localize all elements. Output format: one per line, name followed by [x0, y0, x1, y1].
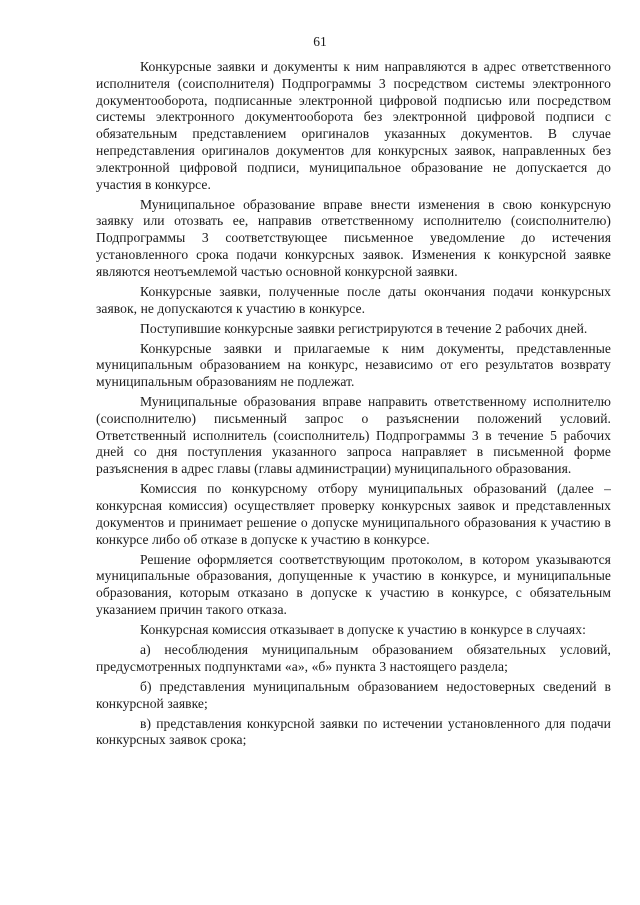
paragraph-submission: Конкурсные заявки и документы к ним направляются в адрес ответственного исполнителя (соисполнителя) Подпрограммы 3 посредством системы электронного документооборота, подписанные электронной цифровой подписью или посредством системы электронного документооборота без электронной цифровой подписи с обязательным представлением оригиналов указанных документов. В случае непредставления оригиналов документов для конкурсных заявок, направленных без электронной цифровой подписи, муниципальное образование не допускается до участия в конкурсе. [96, 59, 611, 192]
paragraph-commission: Комиссия по конкурсному отбору муниципальных образований (далее – конкурсная комиссия) осуществляет проверку конкурсных заявок и представленных документов и принимает решение о допуске муниципального образования к участию в конкурсе либо об отказе в допуске к участию в конкурсе. [96, 481, 611, 547]
paragraph-clarification-request: Муниципальные образования вправе направить ответственному исполнителю (соисполнителю) письменный запрос о разъяснении положений условий. Ответственный исполнитель (соисполнитель) Подпрограммы 3 в течение 5 рабочих дней со дня поступления указанного запроса направляет в письменной форме разъяснения в адрес главы (главы администрации) муниципального образования. [96, 394, 611, 477]
paragraph-no-return: Конкурсные заявки и прилагаемые к ним документы, представленные муниципальным образованием на конкурс, независимо от его результатов возврату муниципальным образованиям не подлежат. [96, 340, 611, 390]
paragraph-decision: Решение оформляется соответствующим протоколом, в котором указываются муниципальные образования, допущенные к участию в конкурсе, и муниципальные образования, которым отказано в допуске к участию в конкурсе, с обязательным указанием причин такого отказа. [96, 551, 611, 618]
paragraph-changes: Муниципальное образование вправе внести изменения в свою конкурсную заявку или отозвать ее, направив ответственному исполнителю (соисполнителю) Подпрограммы 3 соответствующее письменное уведомление до истечения установленного срока подачи конкурсных заявок. Изменения к конкурсной заявке являются неотъемлемой частью основной конкурсной заявки. [96, 196, 611, 279]
document-body [96, 59, 611, 749]
paragraph-registration: Поступившие конкурсные заявки регистрируются в течение 2 рабочих дней. [140, 320, 588, 336]
paragraph-refusal-cases: Конкурсная комиссия отказывает в допуске к участию в конкурсе в случаях: [140, 622, 586, 637]
paragraph-late-applications: Конкурсные заявки, полученные после даты окончания подачи конкурсных заявок, не допускаются к участию в конкурсе. [96, 283, 611, 316]
list-item-v: в) представления конкурсной заявки по истечении установленного для подачи конкурсных заявок срока; [96, 715, 611, 748]
page-number: 61 [313, 34, 327, 49]
list-item-b: б) представления муниципальным образованием недостоверных сведений в конкурсной заявке; [96, 678, 611, 711]
list-item-a: а) несоблюдения муниципальным образованием обязательных условий, предусмотренных подпунктами «а», «б» пункта 3 настоящего раздела; [96, 641, 611, 674]
